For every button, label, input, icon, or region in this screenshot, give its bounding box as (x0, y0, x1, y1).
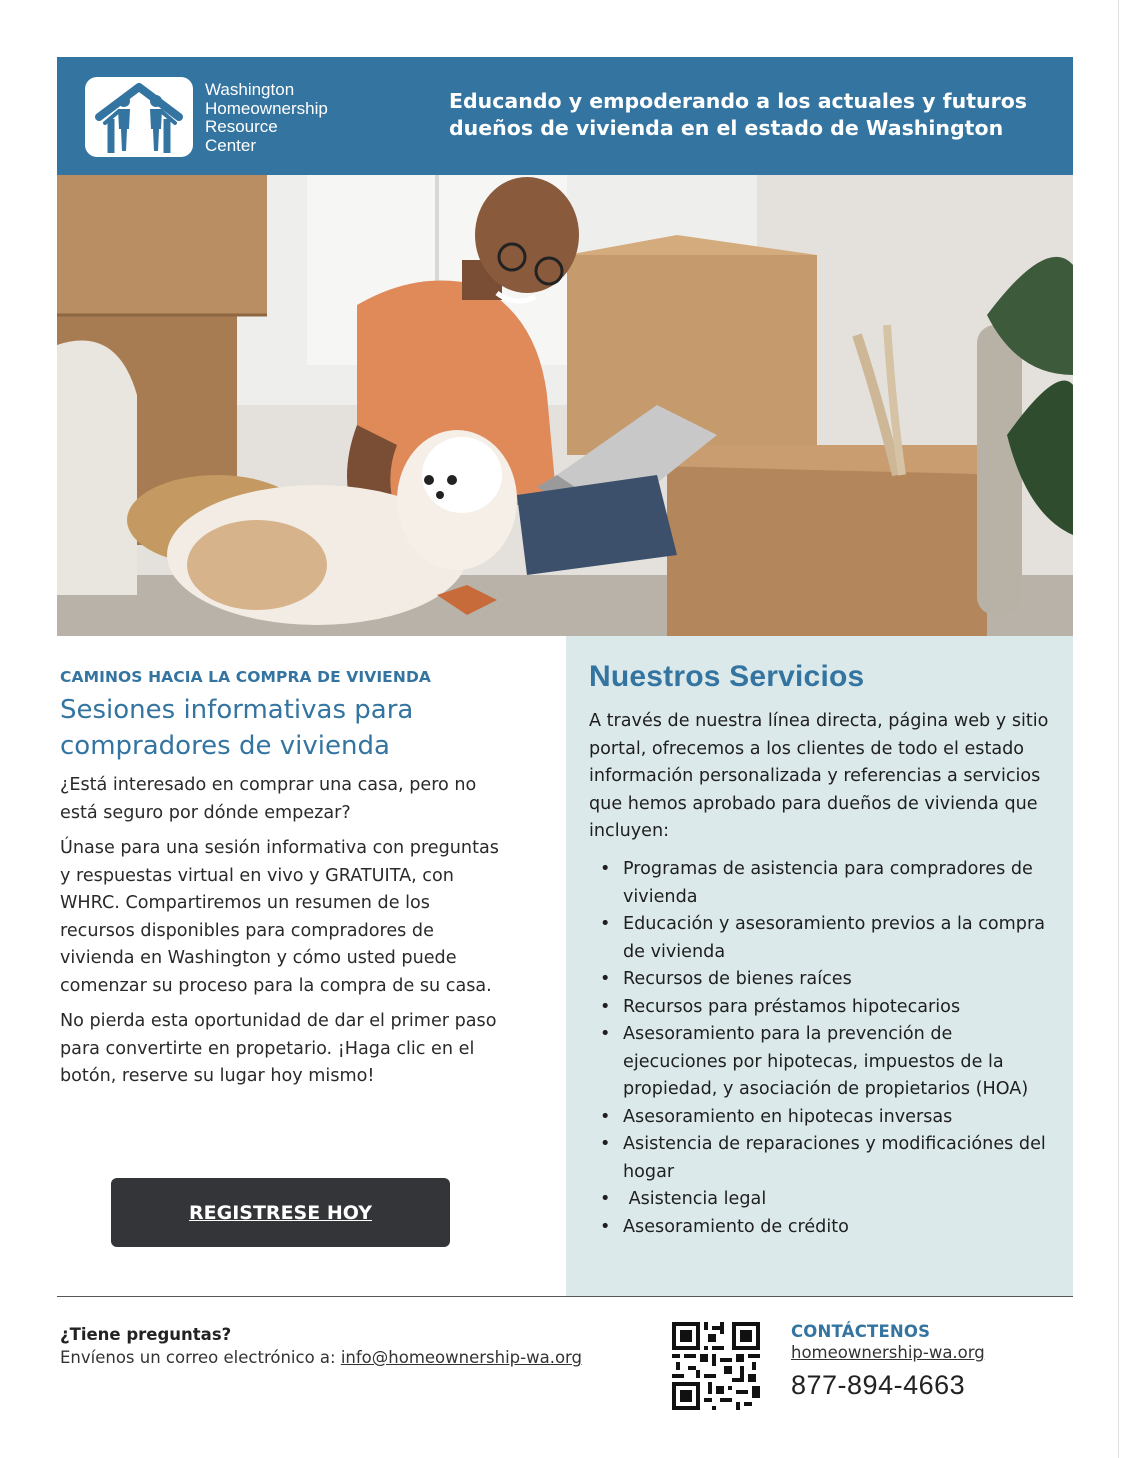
list-item (589, 1104, 1059, 1132)
phone-number[interactable]: 877-894-4663 (791, 1370, 966, 1400)
contact-label: CONTÁCTENOS (791, 1322, 931, 1341)
service-text: Asesoramiento en hipotecas inversas (623, 1106, 953, 1127)
hero-photo (57, 175, 1073, 636)
header-tagline (449, 88, 1059, 142)
service-text: Asesoramiento para la prevención de ejecuciones por hipotecas, impuestos de la propiedad, y asociación de propietarios (HOA) (623, 1024, 1029, 1099)
questions-block (60, 1325, 640, 1367)
logo-house-icon (85, 77, 193, 157)
logo-line: Resource (205, 117, 278, 136)
session-title-line-2: compradores de vivienda (60, 731, 390, 761)
website-link[interactable]: homeownership-wa.org (791, 1343, 985, 1362)
email-prefix: Envíenos un correo electrónico a: (60, 1348, 341, 1367)
logo-line: Washington (205, 80, 295, 99)
header-banner (57, 57, 1073, 175)
footer-divider (57, 1296, 1073, 1297)
services-panel (566, 636, 1073, 1296)
list-item (589, 1021, 1059, 1104)
cta-paragraph: No pierda esta oportunidad de dar el primer paso para convertirte en propetario. ¡Haga clic en el botón, reserve su lugar hoy mismo! (60, 1011, 497, 1086)
contact-block (791, 1322, 1071, 1401)
info-session-section (60, 668, 500, 1099)
service-text: Programas de asistencia para compradores de vivienda (623, 859, 1033, 907)
list-item (589, 856, 1059, 911)
bullet-icon: • (600, 1216, 611, 1237)
bullet-icon: • (600, 1189, 611, 1209)
list-item (589, 911, 1059, 966)
list-item (589, 1131, 1059, 1186)
intro-paragraph: ¿Está interesado en comprar una casa, pero no está seguro por dónde empezar? (60, 775, 477, 823)
bullet-icon: • (600, 914, 611, 934)
list-item (589, 1186, 1059, 1214)
page-edge (1118, 0, 1119, 1458)
section-eyebrow: CAMINOS HACIA LA COMPRA DE VIVIENDA (60, 668, 432, 686)
service-text: Educación y asesoramiento previos a la compra de vivienda (623, 914, 1045, 962)
list-item (589, 994, 1059, 1022)
whrc-logo[interactable] (85, 77, 365, 157)
services-title: Nuestros Servicios (589, 660, 865, 693)
photo-man-with-dog-icon (57, 175, 1073, 636)
qr-code-icon[interactable] (672, 1322, 760, 1410)
logo-line: Homeownership (205, 98, 328, 118)
bullet-icon: • (600, 996, 611, 1017)
bullet-icon: • (600, 1106, 611, 1127)
list-item (589, 1214, 1059, 1242)
service-text: Asesoramiento de crédito (623, 1216, 849, 1237)
services-intro: A través de nuestra línea directa, página web y sitio portal, ofrecemos a los clientes de todo el estado información personalizada y referencias a servicios que hemos aprobado para dueños de vivienda que incluyen: (589, 711, 1049, 841)
tagline-line-1: Educando y empoderando a los actuales y futuros (449, 89, 1027, 113)
register-button[interactable]: REGISTRESE HOY (111, 1178, 450, 1247)
service-text: Asistencia legal (623, 1189, 767, 1209)
email-link[interactable]: info@homeownership-wa.org (340, 1348, 583, 1367)
logo-wordmark (205, 81, 375, 155)
bullet-icon: • (600, 1024, 611, 1044)
tagline-line-2: dueños de vivienda en el estado de Washington (449, 116, 1004, 140)
bullet-icon: • (600, 969, 611, 989)
logo-line: Center (205, 135, 257, 155)
list-item (589, 966, 1059, 994)
session-title-line-1: Sesiones informativas para (60, 695, 414, 725)
services-list (589, 856, 1059, 1241)
session-title (60, 692, 500, 764)
service-text: Recursos de bienes raíces (623, 969, 852, 989)
service-text: Asistencia de reparaciones y modificaciónes del hogar (623, 1134, 1046, 1182)
bullet-icon: • (600, 859, 611, 879)
details-paragraph: Únase para una sesión informativa con preguntas y respuestas virtual en vivo y GRATUITA, con WHRC. Compartiremos un resumen de los recursos disponibles para compradores de vivienda en Washington y cómo usted puede comenzar su proceso para la compra de su casa. (60, 838, 499, 996)
questions-line (60, 1348, 640, 1367)
questions-title: ¿Tiene preguntas? (60, 1325, 232, 1344)
bullet-icon: • (600, 1134, 611, 1154)
service-text: Recursos para préstamos hipotecarios (623, 996, 961, 1017)
